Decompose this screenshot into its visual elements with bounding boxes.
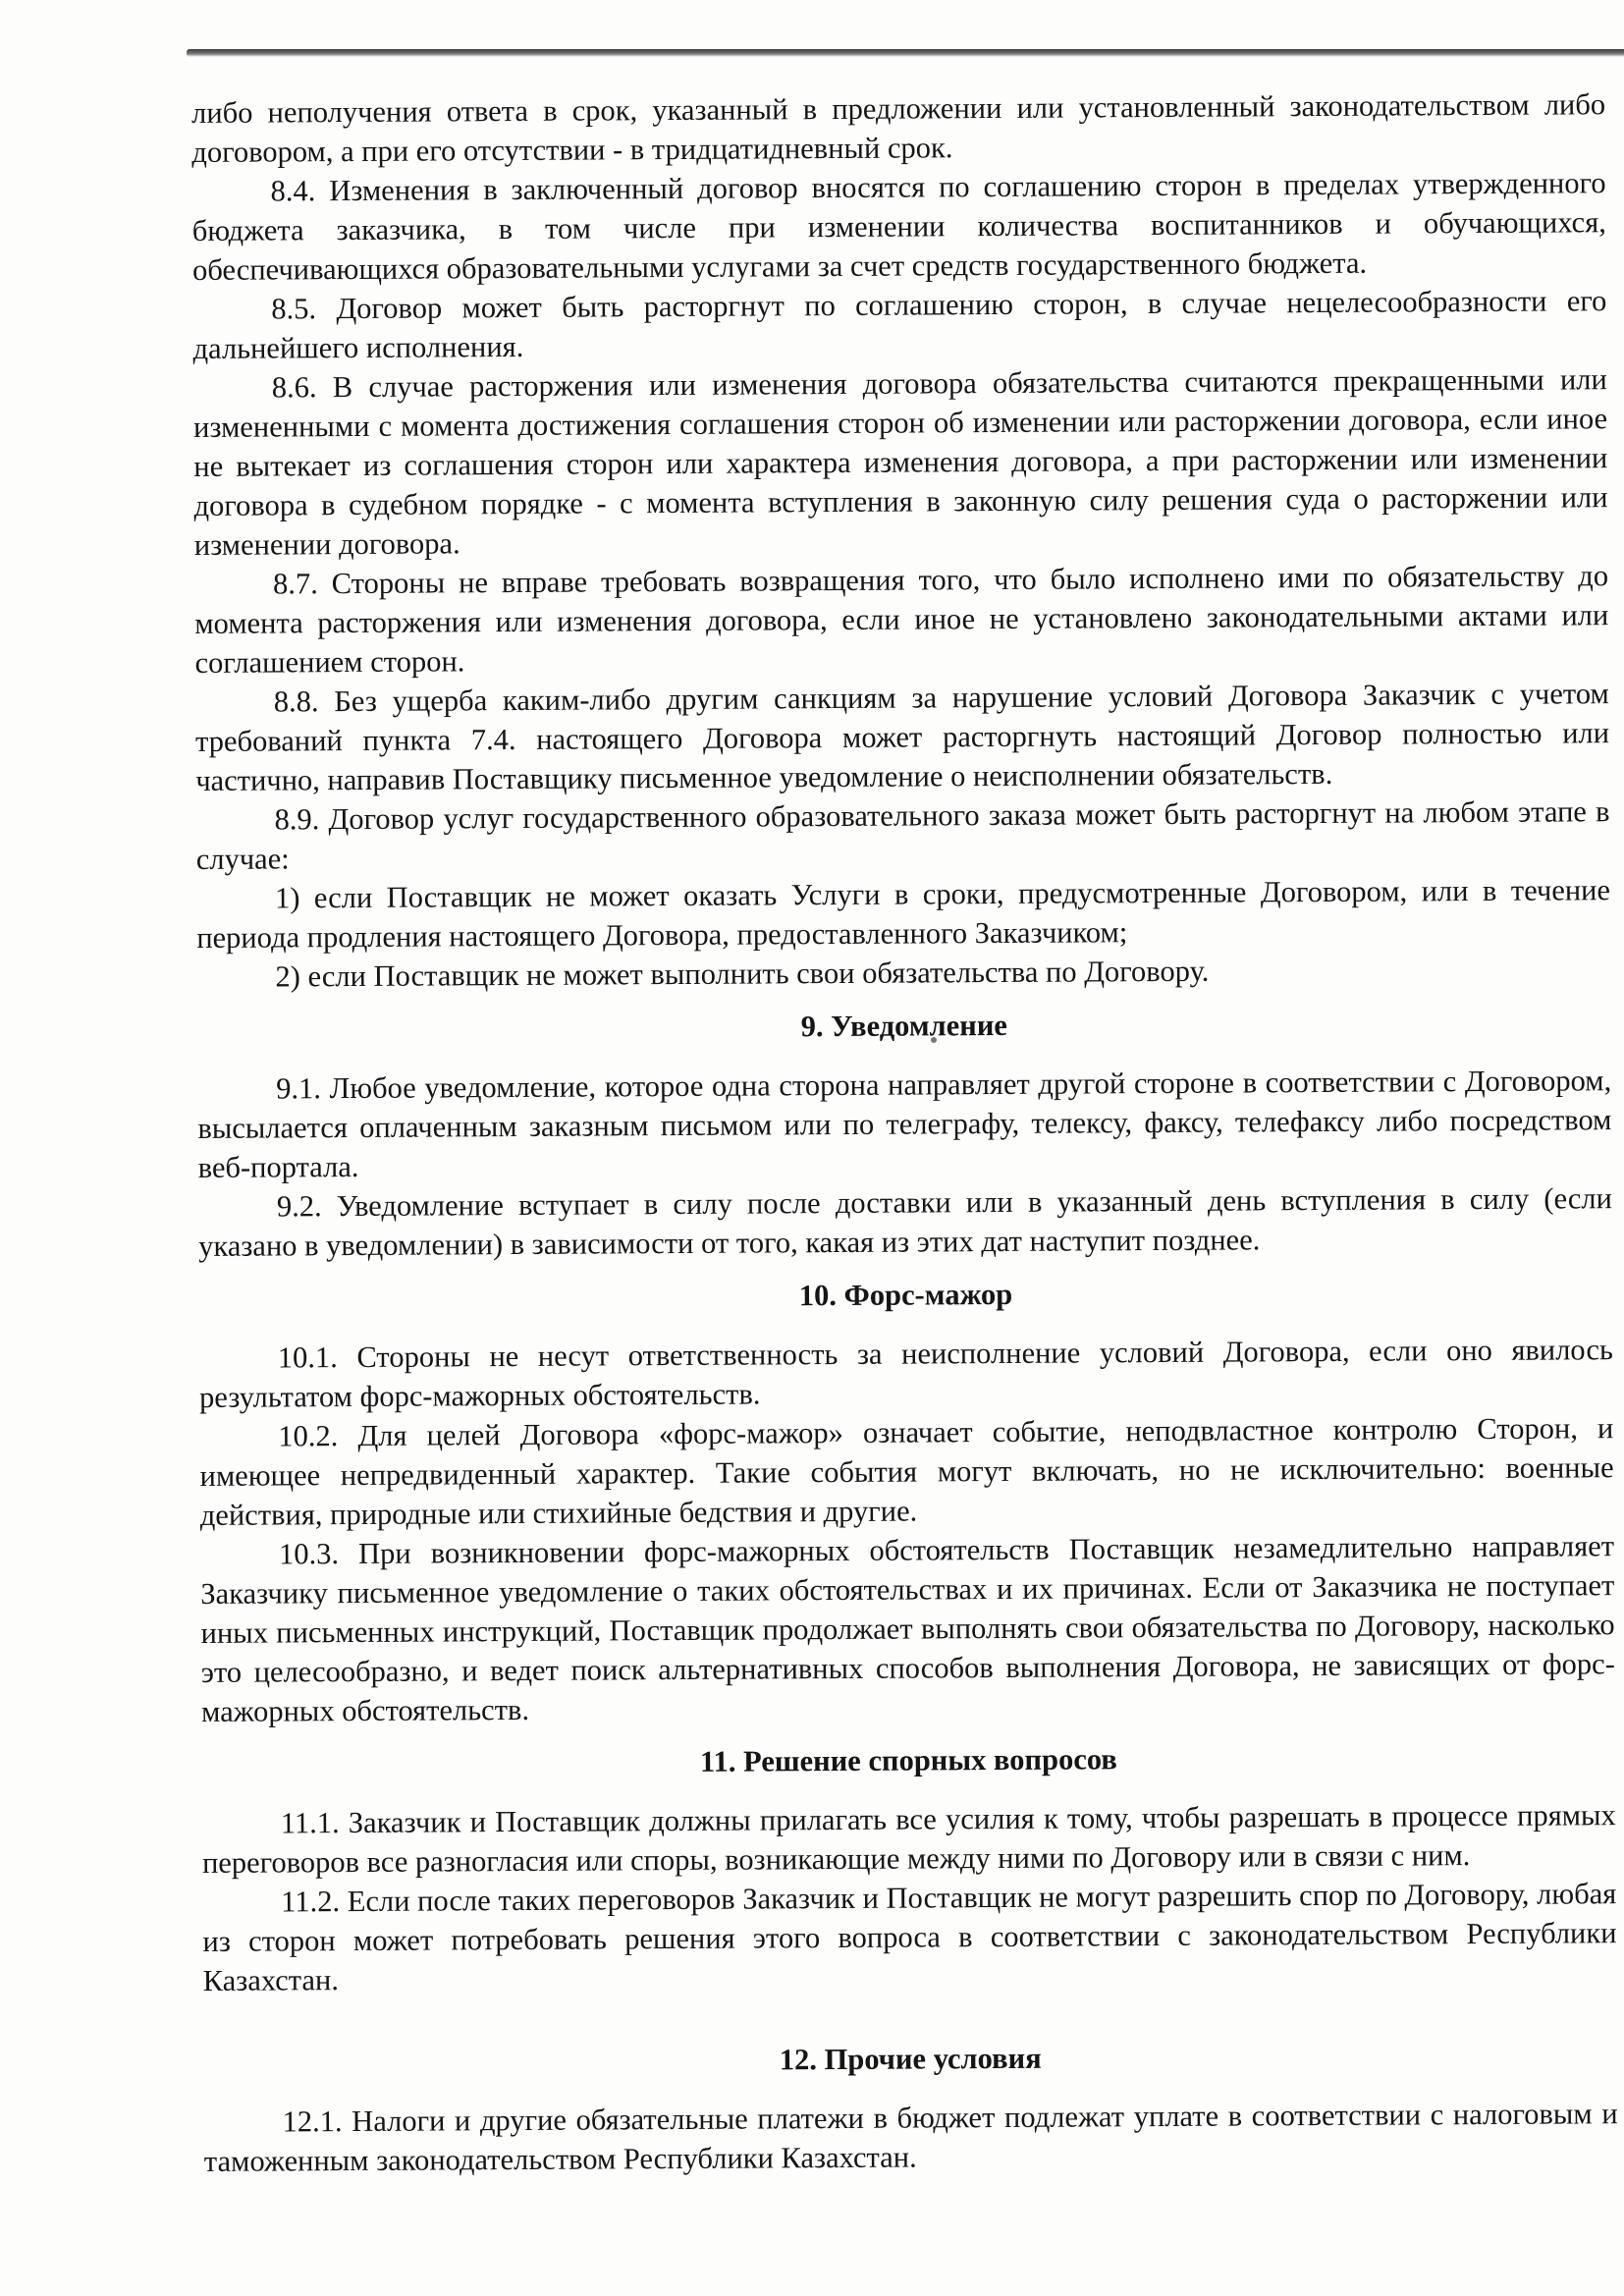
paragraph-10-2: 10.2. Для целей Договора «форс-мажор» означает событие, неподвластное контролю Сторон, и имеющее непредвиденный характер. Такие события могут включать, но не исключительно: военные действия, природные или стихийные бедствия и другие. [199, 1411, 1614, 1532]
paragraph-10-3: 10.3. При возникновении форс-мажорных обстоятельств Поставщик незамедлительно направляет Заказчику письменное уведомление о таких обстоятельствах и их причинах. Если от Заказчика не поступает иных письменных инструкций, Поставщик продолжает выполнять свои обязательства по Договору, насколько это целесообразно, и ведет поиск альтернативных способов выполнения Договора, не зависящих от форс-мажорных обстоятельств. [200, 1529, 1615, 1728]
list-item-1: 1) если Поставщик не может оказать Услуги в сроки, предусмотренные Договором, или в течение периода продления настоящего Договора, предоставленного Заказчиком; [196, 873, 1611, 955]
paragraph-11-1: 11.1. Заказчик и Поставщик должны прилагать все усилия к тому, чтобы разрешать в процессе прямых переговоров все разногласия или споры, возникающие между ними по Договору или в связи с ним. [201, 1798, 1616, 1880]
list-item-2: 2) если Поставщик не может выполнить свои обязательства по Договору. [275, 954, 1210, 994]
section-heading-10: 10. Форс-мажор [798, 1277, 1013, 1313]
paragraph-10-1: 10.1. Стороны не несут ответственность за неисполнение условий Договора, если оно явилось результатом форс-мажорных обстоятельств. [199, 1333, 1613, 1414]
paragraph-8-6: 8.6. В случае расторжения или изменения договора обязательства считаются прекращенными или измененными с момента достижения соглашения сторон об изменении или расторжении договора, если иное не вытекает из соглашения сторон или характера изменения договора, а при расторжении или изменении договора в судебном порядке - с момента вступления в законную силу решения суда о расторжении или изменении договора. [192, 362, 1608, 562]
paragraph-8-9: 8.9. Договор услуг государственного образовательного заказа может быть расторгнут на любом этапе в случае: [195, 794, 1610, 876]
paragraph-9-1: 9.1. Любое уведомление, которое одна сторона направляет другой стороне в соответствии с Договором, высылается оплаченным заказным письмом или по телеграфу, телексу, факсу, телефаксу либо посредством веб-портала. [197, 1064, 1612, 1184]
section-heading-11: 11. Решение спорных вопросов [699, 1742, 1117, 1778]
document-page [191, 84, 1618, 2181]
paragraph-11-2: 11.2. Если после таких переговоров Заказчик и Поставщик не могут разрешить спор по Договору, любая из сторон может потребовать решения этого вопроса в соответствии с законодательством Республики Казахстан. [202, 1877, 1617, 1997]
paragraph-8-7: 8.7. Стороны не вправе требовать возвращения того, что было исполнено ими по обязательству до момента расторжения или изменения договора, если иное не установлено законодательными актами или соглашением сторон. [194, 559, 1609, 680]
paragraph-8-8: 8.8. Без ущерба каким-либо другим санкциям за нарушение условий Договора Заказчик с учетом требований пункта 7.4. настоящего Договора может расторгнуть настоящий Договор полностью или частично, направив Поставщику письменное уведомление о неисполнении обязательств. [194, 677, 1610, 797]
paragraph-9-2: 9.2. Уведомление вступает в силу после доставки или в указанный день вступления в силу (если указано в уведомлении) в зависимости от того, какая из этих дат наступит позднее. [198, 1181, 1613, 1263]
section-heading-12: 12. Прочие условия [779, 2041, 1042, 2077]
paragraph-12-1: 12.1. Налоги и другие обязательные платежи в бюджет подлежат уплате в соответствии с налоговым и таможенным законодательством Республики Казахстан. [203, 2097, 1618, 2178]
section-heading-9: 9. Уведомление [800, 1008, 1008, 1044]
paragraph-8-5: 8.5. Договор может быть расторгнут по соглашению сторон, в случае нецелесообразности его дальнейшего исполнения. [192, 284, 1607, 365]
scan-top-edge [187, 49, 1624, 57]
paragraph-8-4: 8.4. Изменения в заключенный договор вносятся по соглашению сторон в пределах утвержденного бюджета заказчика, в том числе при изменении количества воспитанников и обучающихся, обеспечивающихся образовательными услугами за счет средств государственного бюджета. [191, 166, 1606, 287]
paragraph-continuation: либо неполучения ответа в срок, указанный в предложении или установленный законодательством либо договором, а при его отсутствии - в тридцатидневный срок. [191, 87, 1606, 169]
